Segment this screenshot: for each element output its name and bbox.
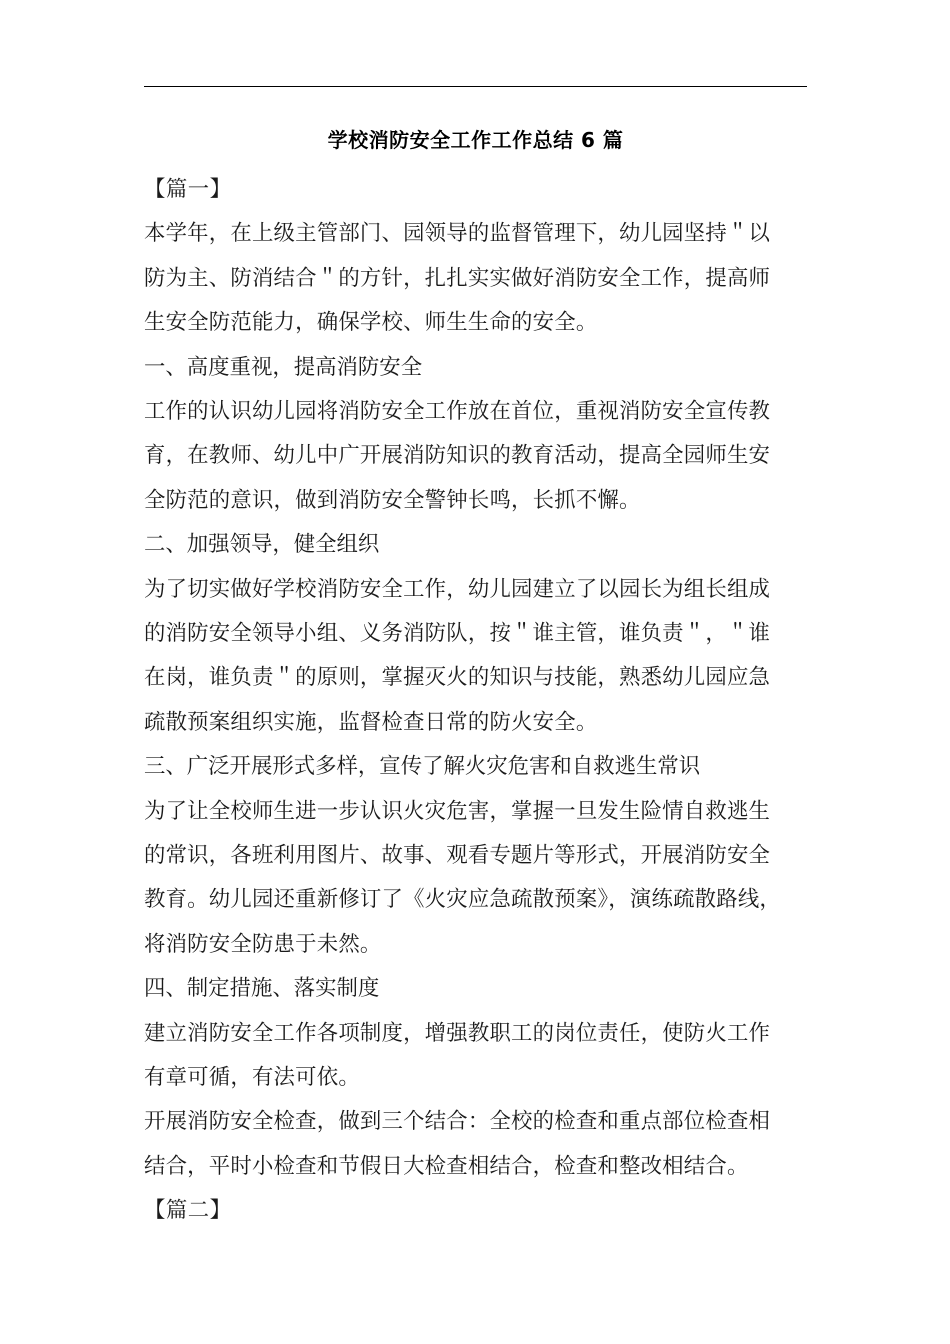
- article-1-intro-paragraph: [144, 212, 812, 345]
- text-line: 为了让全校师生进一步认识火灾危害，掌握一旦发生险情自救逃生: [144, 798, 771, 824]
- text-line: 生安全防范能力，确保学校、师生生命的安全。: [144, 310, 598, 336]
- section-3-paragraph: [144, 790, 812, 968]
- text-line: 开展消防安全检查，做到三个结合：全校的检查和重点部位检查相: [144, 1109, 771, 1135]
- text-line: 工作的认识幼儿园将消防安全工作放在首位，重视消防安全宣传教: [144, 398, 771, 424]
- text-line: 疏散预案组织实施，监督检查日常的防火安全。: [144, 709, 598, 735]
- text-line: 的常识，各班利用图片、故事、观看专题片等形式，开展消防安全: [144, 842, 771, 868]
- article-2-marker: 【篇二】: [144, 1198, 232, 1224]
- text-line: 教育。幼儿园还重新修订了《火灾应急疏散预案》，演练疏散路线，: [144, 887, 782, 913]
- article-1-marker: 【篇一】: [144, 177, 232, 202]
- header-rule: [144, 86, 807, 87]
- text-line: 为了切实做好学校消防安全工作，幼儿园建立了以园长为组长组成: [144, 576, 771, 602]
- section-4-paragraph-2: [144, 1100, 812, 1189]
- text-line: 全防范的意识，做到消防安全警钟长鸣，长抓不懈。: [144, 487, 641, 513]
- text-line: 的消防安全领导小组、义务消防队，按＂谁主管，谁负责＂，＂谁: [144, 620, 771, 646]
- text-line: 有章可循，有法可依。: [144, 1064, 360, 1090]
- text-line: 育，在教师、幼儿中广开展消防知识的教育活动，提高全园师生安: [144, 443, 771, 469]
- text-line: 在岗，谁负责＂的原则，掌握灭火的知识与技能，熟悉幼儿园应急: [144, 665, 771, 691]
- text-line: 本学年，在上级主管部门、园领导的监督管理下，幼儿园坚持＂以: [144, 221, 771, 247]
- section-1-paragraph: [144, 390, 812, 523]
- section-heading-3: 三、广泛开展形式多样，宣传了解火灾危害和自救逃生常识: [144, 754, 701, 780]
- text-line: 防为主、防消结合＂的方针，扎扎实实做好消防安全工作，提高师: [144, 265, 771, 291]
- text-line: 将消防安全防患于未然。: [144, 931, 382, 957]
- section-4-paragraph-1: [144, 1012, 812, 1101]
- section-heading-1: 一、高度重视，提高消防安全: [144, 354, 423, 380]
- text-line: 结合，平时小检查和节假日大检查相结合，检查和整改相结合。: [144, 1153, 749, 1179]
- section-heading-4: 四、制定措施、落实制度: [144, 976, 380, 1002]
- document-body: [144, 168, 812, 1233]
- section-heading-2: 二、加强领导，健全组织: [144, 532, 380, 558]
- text-line: 建立消防安全工作各项制度，增强教职工的岗位责任，使防火工作: [144, 1020, 771, 1046]
- document-title: 学校消防安全工作工作总结 6 篇: [327, 128, 624, 152]
- section-2-paragraph: [144, 568, 812, 746]
